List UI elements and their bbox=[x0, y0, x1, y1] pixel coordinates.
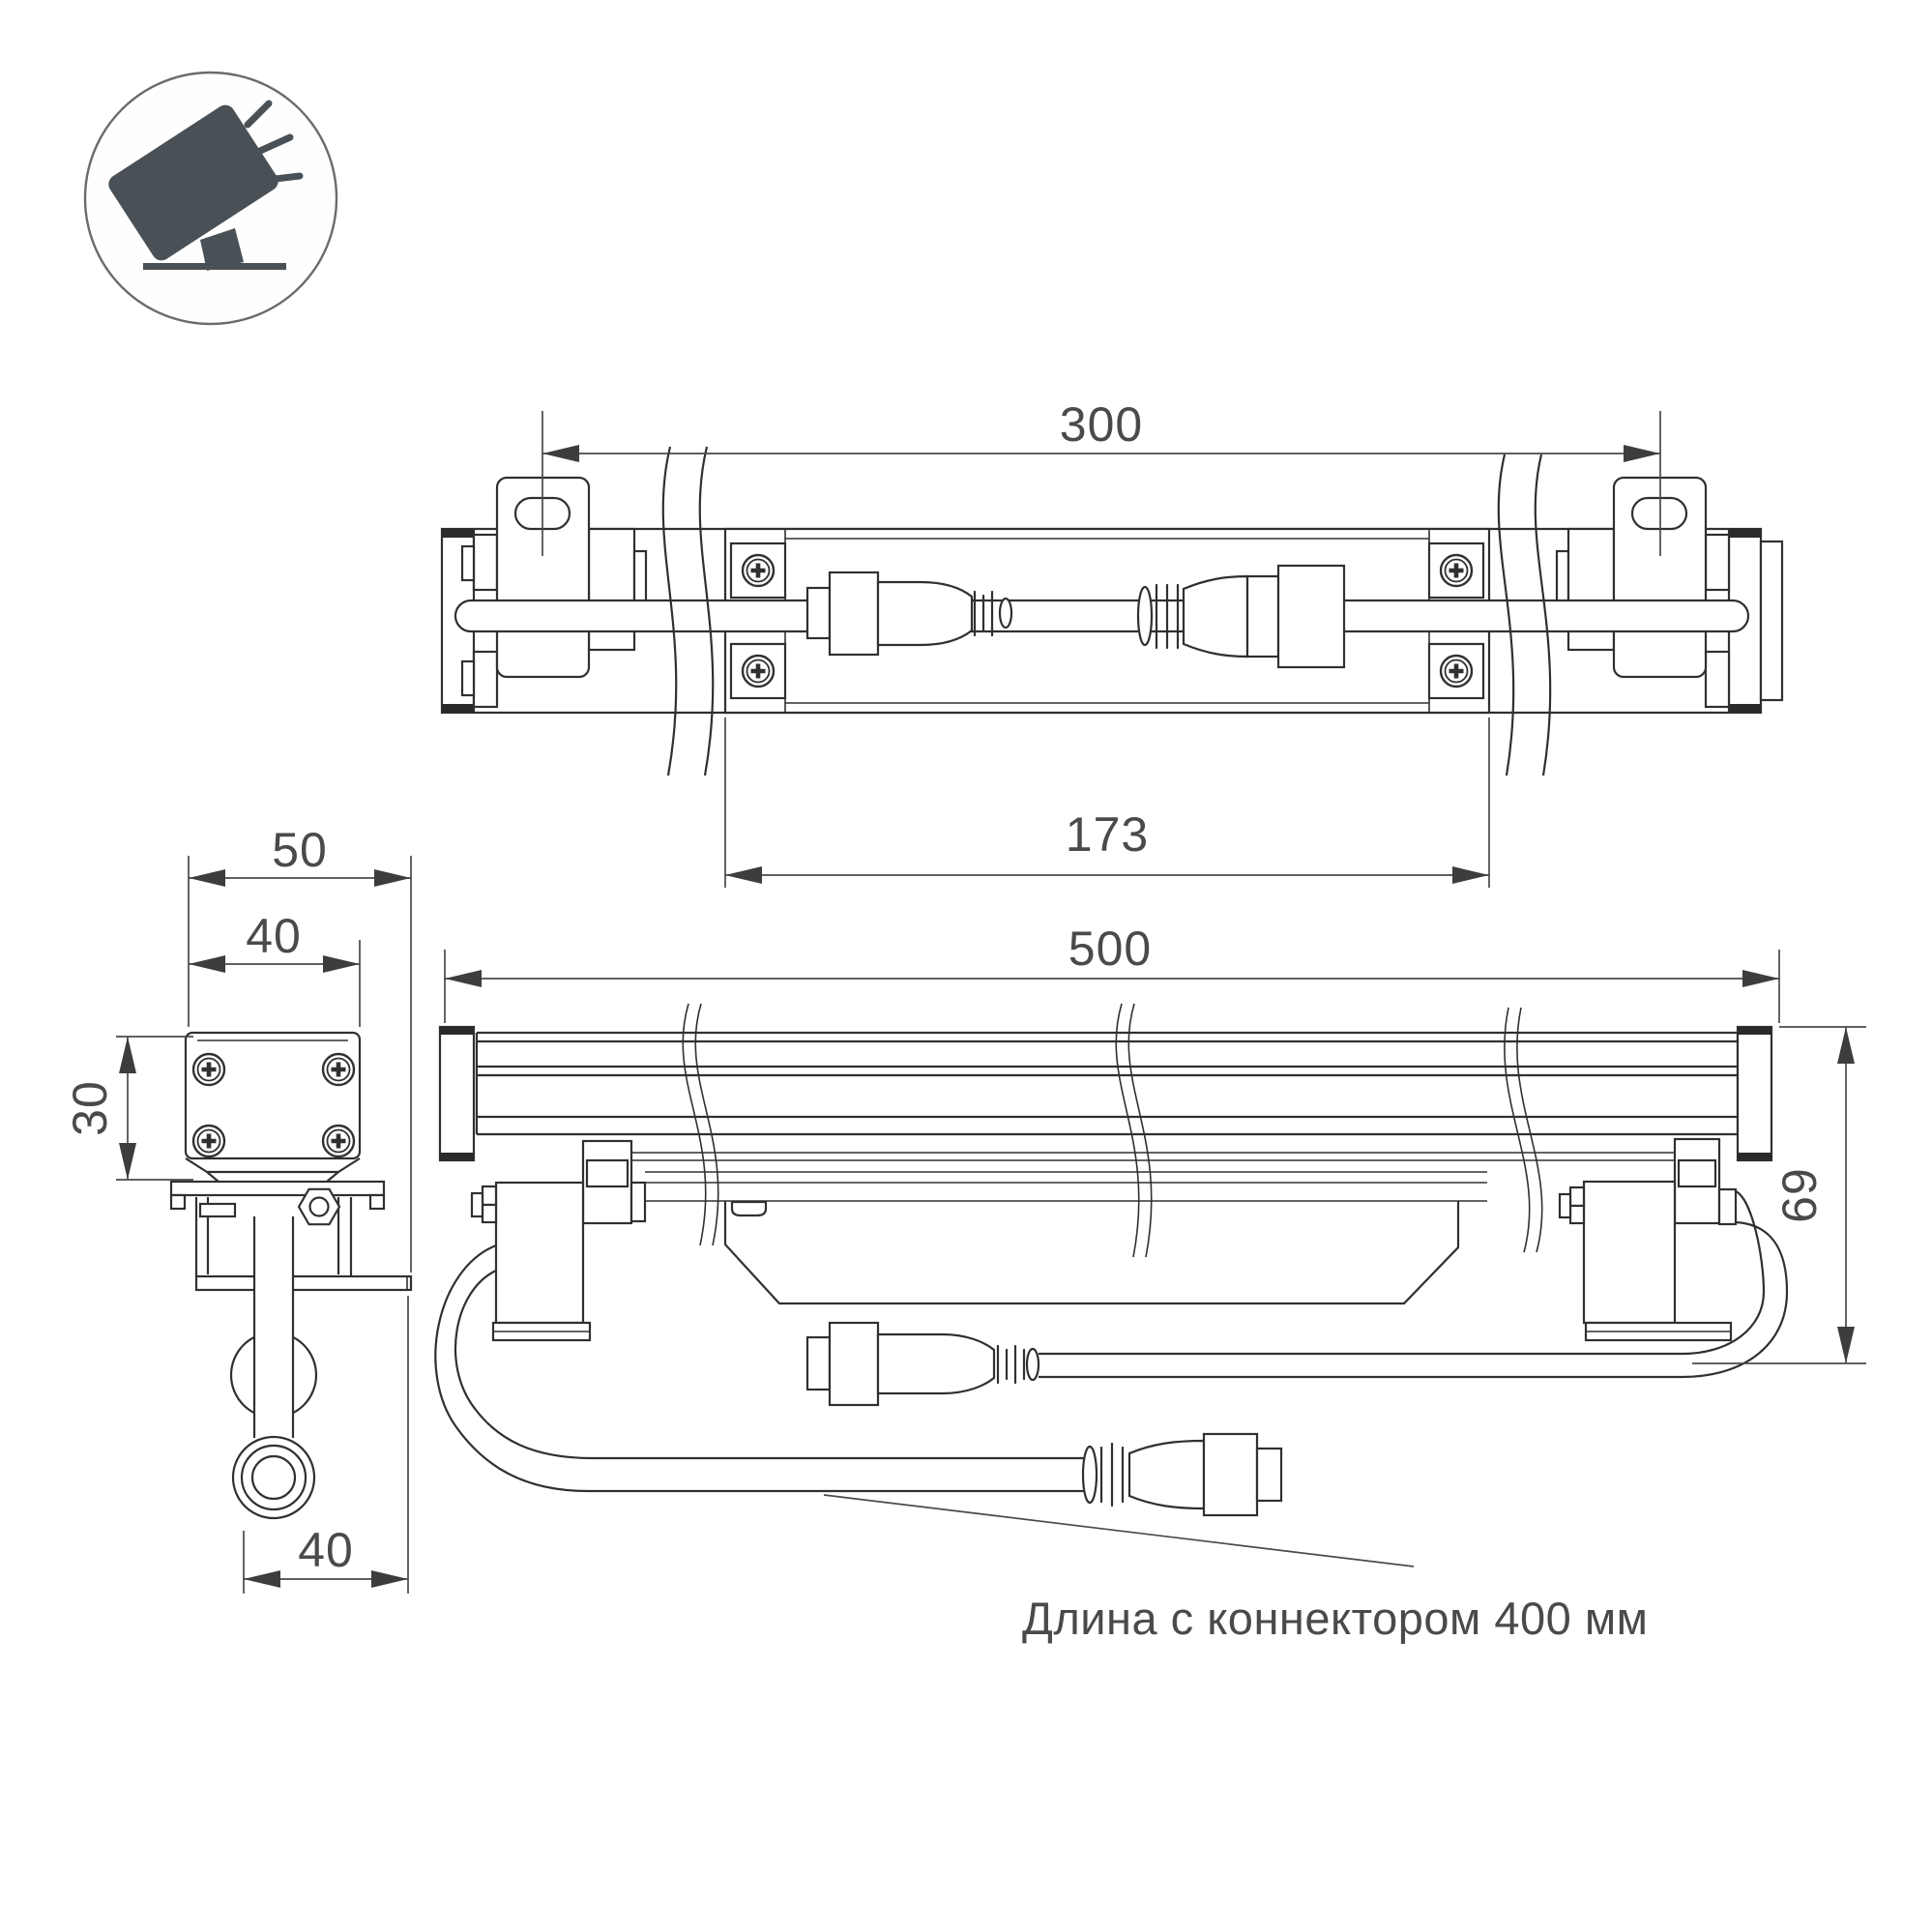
side-body bbox=[186, 1033, 360, 1158]
dim-label-300: 300 bbox=[1059, 397, 1144, 452]
phillips-screw-icon bbox=[193, 1126, 224, 1156]
dimension-173 bbox=[725, 717, 1489, 888]
phillips-screw-icon bbox=[1441, 656, 1472, 687]
dimension-30 bbox=[63, 1037, 193, 1180]
front-bracket-right bbox=[1560, 1139, 1736, 1340]
dim-label-50: 50 bbox=[272, 823, 328, 877]
connector-male-front bbox=[807, 1323, 1039, 1405]
phillips-screw-icon bbox=[1441, 555, 1472, 586]
dimension-500 bbox=[445, 922, 1779, 1023]
heatsink-body bbox=[725, 1201, 1458, 1303]
dim-label-500: 500 bbox=[1068, 922, 1153, 976]
phillips-screw-icon bbox=[743, 555, 774, 586]
front-bracket-left bbox=[472, 1141, 645, 1340]
dim-label-40-top: 40 bbox=[246, 909, 302, 963]
bracket-slot bbox=[1632, 498, 1686, 529]
lens-notch bbox=[732, 1202, 766, 1215]
leader-line bbox=[824, 1495, 1414, 1566]
phillips-screw-icon bbox=[193, 1054, 224, 1085]
housing-bar bbox=[477, 1033, 1738, 1201]
cable bbox=[455, 600, 1748, 631]
phillips-screw-icon bbox=[323, 1054, 354, 1085]
bracket-foot bbox=[196, 1276, 411, 1290]
dimension-40-top bbox=[189, 909, 360, 1027]
dim-label-69: 69 bbox=[1772, 1167, 1827, 1223]
dim-label-40-bottom: 40 bbox=[298, 1523, 354, 1577]
product-type-icon bbox=[85, 73, 337, 324]
dim-label-173: 173 bbox=[1065, 807, 1150, 862]
side-cable-loop bbox=[231, 1216, 316, 1518]
front-end-caps bbox=[440, 1027, 1771, 1160]
connector-female-front bbox=[1083, 1434, 1281, 1515]
dim-label-30: 30 bbox=[63, 1080, 117, 1136]
top-view bbox=[442, 397, 1782, 888]
connector-note: Длина с коннектором 400 мм bbox=[1022, 1593, 1649, 1644]
front-view bbox=[435, 922, 1866, 1566]
phillips-screw-icon bbox=[743, 656, 774, 687]
side-view bbox=[63, 823, 411, 1594]
phillips-screw-icon bbox=[323, 1126, 354, 1156]
